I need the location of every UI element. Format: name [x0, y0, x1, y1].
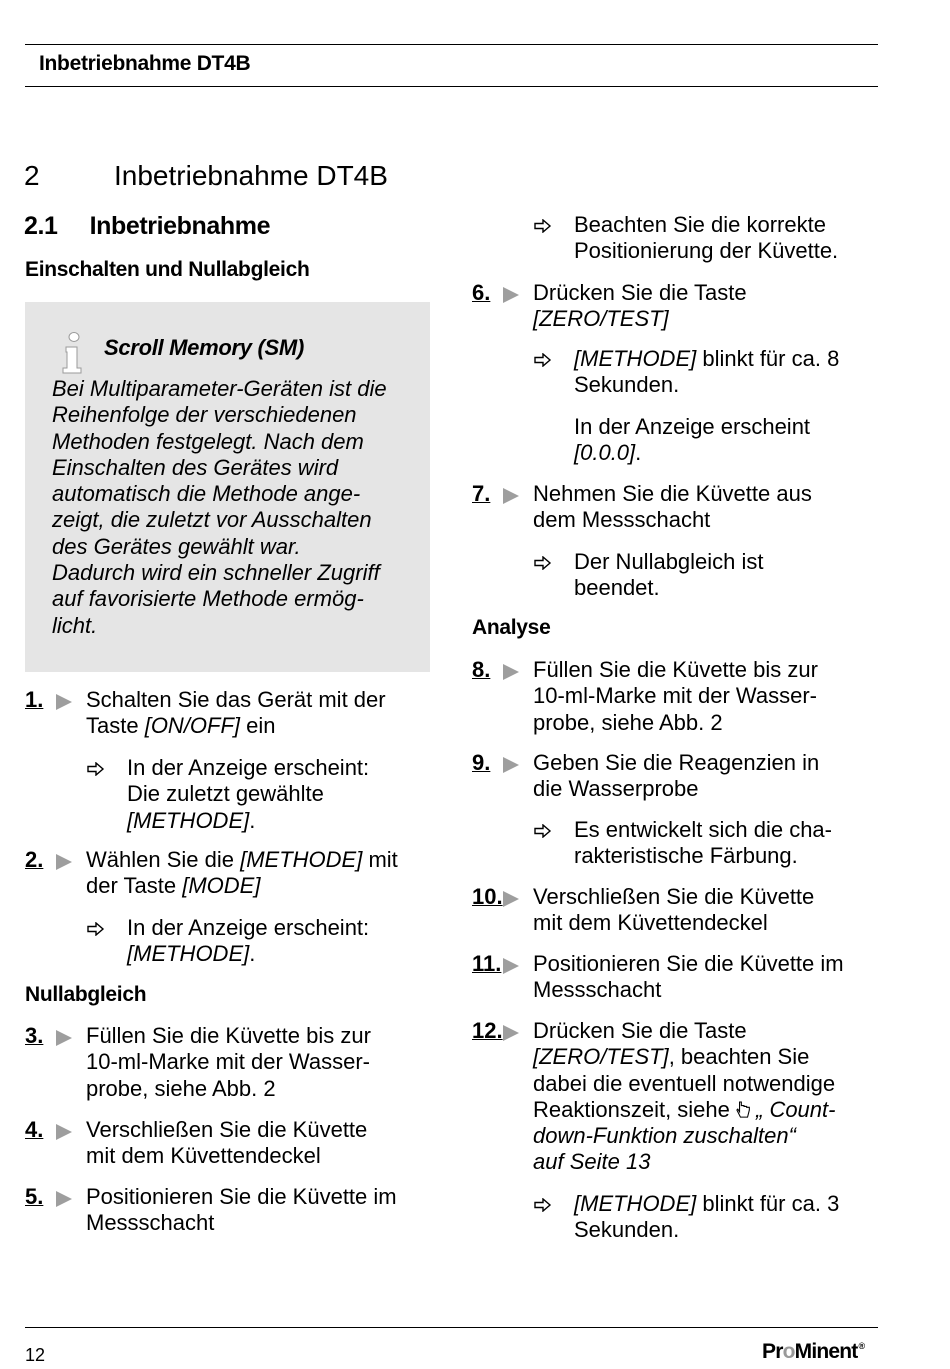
- step-text-line: dem Messschacht: [533, 507, 711, 533]
- display-label: [METHODE]: [574, 1191, 697, 1216]
- header-top-rule: [25, 44, 878, 45]
- key-label: [ZERO/TEST]: [533, 306, 669, 332]
- result-text-line: In der Anzeige erscheint:: [127, 755, 370, 780]
- link-text[interactable]: auf Seite 13: [533, 1149, 651, 1175]
- info-line: licht.: [52, 612, 98, 638]
- step-text-line: 10-ml-Marke mit der Wasser-: [533, 683, 817, 709]
- step-number: 4.: [25, 1117, 44, 1142]
- result-text-line: Der Nullabgleich ist: [574, 549, 764, 574]
- subheading-analyse: Analyse: [472, 616, 551, 639]
- footer-rule: [25, 1327, 878, 1328]
- step-number: 10.: [472, 884, 503, 909]
- result-text: [574, 549, 764, 602]
- step-number: 7.: [472, 481, 491, 506]
- step-text: [533, 657, 818, 736]
- step-text-line: Positionieren Sie die Küvette im: [86, 1184, 397, 1209]
- page-number: 12: [25, 1345, 46, 1365]
- step-number: 8.: [472, 657, 491, 682]
- result-arrow-icon: [534, 824, 552, 838]
- step-text: [86, 1184, 397, 1237]
- step-text-line: Nehmen Sie die Küvette aus: [533, 481, 812, 506]
- step-number: 5.: [25, 1184, 44, 1209]
- step-text: [533, 884, 814, 937]
- result-text-line: .: [249, 941, 256, 967]
- result-text-line: .: [249, 807, 256, 833]
- info-body: [52, 376, 427, 639]
- result-arrow-icon: [534, 556, 552, 570]
- section-heading: [24, 212, 270, 241]
- brand-logo: ProMinent®: [762, 1340, 865, 1363]
- result-text-line: In der Anzeige erscheint: [574, 414, 811, 439]
- step-arrow-icon: [54, 1190, 74, 1208]
- step-text-line: probe, siehe Abb. 2: [86, 1075, 276, 1101]
- step-number: 1.: [25, 687, 44, 712]
- step-text-line: Messschacht: [86, 1210, 215, 1236]
- info-line: Reihenfolge der verschiedenen: [52, 402, 357, 428]
- step-arrow-icon: [54, 1123, 74, 1141]
- step-text: [533, 750, 819, 803]
- step-arrow-icon: [501, 487, 521, 505]
- display-label: [METHODE]: [127, 807, 250, 833]
- result-text-line: blinkt für ca. 3: [696, 1191, 840, 1216]
- info-line: automatisch die Methode ange-: [52, 481, 361, 507]
- step-text-line: Verschließen Sie die Küvette: [86, 1117, 368, 1142]
- step-text-line: die Wasserprobe: [533, 776, 699, 802]
- step-text-line: Schalten Sie das Gerät mit der: [86, 687, 386, 712]
- result-text: [574, 817, 832, 870]
- step-text: [533, 280, 747, 333]
- step-arrow-icon: [501, 957, 521, 975]
- step-text-line: mit dem Küvettendeckel: [86, 1143, 321, 1169]
- step-text: [86, 847, 398, 900]
- step-number: 12.: [472, 1018, 503, 1043]
- step-arrow-icon: [501, 890, 521, 908]
- info-line: Methoden festgelegt. Nach dem: [52, 428, 364, 454]
- result-arrow-icon: [87, 922, 105, 936]
- step-text-line: Verschließen Sie die Küvette: [533, 884, 815, 909]
- result-arrow-icon: [534, 219, 552, 233]
- step-arrow-icon: [54, 1029, 74, 1047]
- step-text-line: Taste: [86, 713, 145, 739]
- cross-reference-link[interactable]: [736, 1097, 835, 1122]
- step-arrow-icon: [54, 853, 74, 871]
- info-line: Dadurch wird ein schneller Zugriff: [52, 560, 380, 586]
- header-bottom-rule: [25, 86, 878, 87]
- step-text: [86, 687, 386, 740]
- result-text-line: Positionierung der Küvette.: [574, 238, 839, 264]
- result-text: [574, 212, 838, 265]
- result-text-line: Beachten Sie die korrekte: [574, 212, 826, 237]
- step-text: [86, 1023, 371, 1102]
- step-text-line: , beachten Sie: [668, 1044, 810, 1070]
- step-arrow-icon: [501, 286, 521, 304]
- step-text: [533, 951, 844, 1004]
- result-text: [574, 346, 839, 399]
- result-arrow-icon: [534, 1198, 552, 1212]
- step-arrow-icon: [501, 1024, 521, 1042]
- result-text-line: In der Anzeige erscheint:: [127, 915, 370, 940]
- step-arrow-icon: [501, 756, 521, 774]
- display-label: [METHODE]: [240, 847, 363, 872]
- result-text-line: Sekunden.: [574, 1217, 680, 1243]
- step-number: 2.: [25, 847, 44, 872]
- info-line: Bei Multiparameter-Geräten ist die: [52, 376, 387, 401]
- result-6-note: [574, 414, 810, 467]
- hand-pointer-icon: [736, 1101, 752, 1119]
- step-text-line: Füllen Sie die Küvette bis zur: [86, 1023, 371, 1048]
- display-label: [0.0.0]: [574, 440, 636, 466]
- step-text-line: 10-ml-Marke mit der Wasser-: [86, 1049, 370, 1075]
- step-text-line: Drücken Sie die Taste: [533, 1018, 747, 1043]
- info-line: auf favorisierte Methode ermög-: [52, 586, 364, 612]
- result-text: [574, 1191, 839, 1244]
- result-text-line: Die zuletzt gewählte: [127, 781, 324, 807]
- chapter-number: 2: [24, 160, 40, 191]
- info-line: zeigt, die zuletzt vor Ausschalten: [52, 507, 372, 533]
- result-text: [127, 915, 369, 968]
- step-text-line: Messschacht: [533, 977, 662, 1003]
- result-text-line: blinkt für ca. 8: [696, 346, 840, 371]
- step-text: [533, 481, 812, 534]
- info-line: des Gerätes gewählt war.: [52, 533, 301, 559]
- section-title: Inbetriebnahme: [89, 212, 271, 240]
- step-text-line: Füllen Sie die Küvette bis zur: [533, 657, 818, 682]
- step-text-line: Reaktionszeit, siehe: [533, 1096, 736, 1122]
- result-arrow-icon: [87, 762, 105, 776]
- result-arrow-icon: [534, 353, 552, 367]
- step-number: 9.: [472, 750, 491, 775]
- info-title: Scroll Memory (SM): [104, 335, 304, 360]
- link-text[interactable]: „ Count-: [756, 1096, 836, 1122]
- step-text: [533, 1018, 835, 1176]
- key-label: [ON/OFF]: [144, 713, 241, 739]
- subheading-nullabgleich: Nullabgleich: [25, 983, 147, 1006]
- step-text-line: Drücken Sie die Taste: [533, 280, 747, 305]
- step-text-line: ein: [240, 713, 276, 739]
- step-number: 6.: [472, 280, 491, 305]
- result-text-line: beendet.: [574, 575, 660, 601]
- link-text[interactable]: down-Funktion zuschalten“: [533, 1123, 796, 1149]
- result-text-line: Es entwickelt sich die cha-: [574, 817, 832, 842]
- step-text: [86, 1117, 367, 1170]
- section-number: 2.1: [24, 212, 58, 240]
- key-label: [MODE]: [182, 873, 261, 899]
- display-label: [METHODE]: [127, 941, 250, 967]
- step-arrow-icon: [54, 693, 74, 711]
- info-line: Einschalten des Gerätes wird: [52, 454, 339, 480]
- running-header: Inbetriebnahme DT4B: [39, 52, 251, 75]
- step-text-line: der Taste: [86, 873, 183, 899]
- display-label: [METHODE]: [574, 346, 697, 371]
- key-label: [ZERO/TEST]: [533, 1044, 669, 1070]
- result-text-line: Sekunden.: [574, 372, 680, 398]
- step-number: 11.: [472, 951, 502, 976]
- step-text-line: mit: [362, 847, 398, 872]
- step-text-line: dabei die eventuell notwendige: [533, 1070, 836, 1096]
- result-text-line: rakteristische Färbung.: [574, 843, 798, 869]
- info-box: [25, 302, 430, 672]
- step-text-line: probe, siehe Abb. 2: [533, 709, 723, 735]
- info-icon: [59, 332, 85, 374]
- step-text-line: Positionieren Sie die Küvette im: [533, 951, 844, 976]
- subheading-einschalten: Einschalten und Nullabgleich: [25, 258, 310, 281]
- step-number: 3.: [25, 1023, 44, 1048]
- result-text: [127, 755, 369, 834]
- step-arrow-icon: [501, 663, 521, 681]
- step-text-line: Wählen Sie die: [86, 847, 241, 872]
- result-text-line: .: [635, 440, 642, 466]
- step-text-line: mit dem Küvettendeckel: [533, 910, 768, 936]
- step-text-line: Geben Sie die Reagenzien in: [533, 750, 820, 775]
- chapter-title: Inbetriebnahme DT4B: [114, 160, 388, 191]
